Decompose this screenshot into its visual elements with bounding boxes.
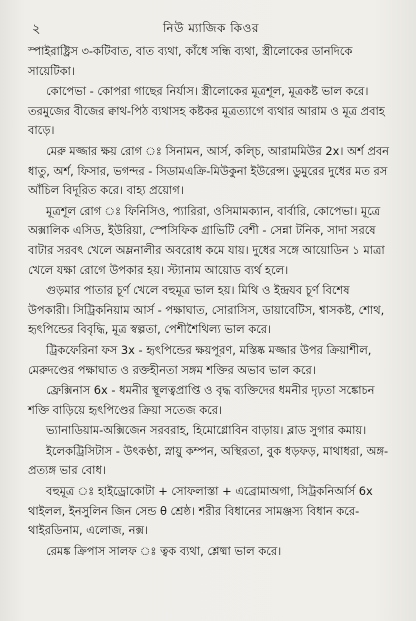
- paragraph-9: ইলেকট্রিসিটাস - উৎকণ্ঠা, স্নায়ু কম্পন, অস্থিরতা, বুক ধড়ফড়, মাথাধরা, অঙ্গ-প্রত্যঙ্গ ভার বোধ।: [28, 443, 389, 478]
- paragraph-1: স্পাইরাষ্ট্রিস ৩-কটিবাত, বাত ব্যথা, কাঁধে সন্ধি ব্যথা, স্ত্রীলোকের ডানদিকে সায়েটিকা।: [28, 44, 353, 78]
- paragraph-11: রেমঙ্ক ক্রিপাস সালফ ঃ ত্বক ব্যথা, শ্লেষ্মা ভাল করে।: [46, 543, 282, 558]
- page-header: [28, 20, 394, 42]
- paragraph-7: ফ্রেক্সিনাস 6x - ধমনীর স্থূলত্বপ্রাপ্তি ও বৃদ্ধ ব্যক্তিদের ধমনীর দৃঢ়তা সঙ্কোচন শক্তি বাড়িয়ে হৃৎপিণ্ডের ক্রিয়া সতেজ করে।: [28, 383, 375, 417]
- paragraph-3: মেরু মজ্জার ক্ষয় রোগ ঃ সিনামন, আর্স, কল্চি, আরামমিউর 2x। অর্শ প্রবন ধাতু, অর্শ, ফিসার, ভগন্দর - সিডামএক্রি-মিউকুনা ইউরেন্স। ডুমুরের দুধের মত রস আঁচিল বিদূরিত করে। বাহ্য প্রয়োগ।: [28, 143, 389, 198]
- paragraph-4: মূত্রশূল রোগ ঃ ফিনিসিও, প্যারিরা, ওসিমামক্যান, বার্বারি, কোপেভা। মূত্রে অক্সালিক এসিড, ইউরিয়া, স্পেসিফিক গ্রাভিটি বেশী - সেন্না টনিক, সাদা সরষে বাটার সরবৎ খেলে অম্লনালীর অবরোধ কমে যায়। দুধের সঙ্গে আয়োডিন ১ মাত্রা খেলে যক্ষা রোগে উপকার হয়। স্ট্যানাম আয়োড ব্যর্থ হলে।: [28, 203, 385, 277]
- paragraph-10: বহুমূত্র ঃ হাইড্রোকোটা + সোফলাস্তা + এব্রোমাঅগা, সিট্রকনির্আর্স 6x থাইলল, ইনসুলিন জিন সেন্ড θ শ্রেষ্ঠ। শরীর বিধানের সামঞ্জস্য বিধান করে-থাইরডিনাম, এলোজ, নক্স।: [28, 484, 373, 538]
- paragraph-5: গুড়মার পাতার চূর্ণ খেলে বহুমূত্র ভাল হয়। মিথি ও ইন্দ্রযব চূর্ণ বিশেষ উপকারী। সিট্রিকনিয়াম আর্স - পক্ষাঘাত, সোরাসিস, ডায়াবেটিস, শ্বাসকষ্ট, শোথ, হৃৎপিন্ডের বিবৃদ্ধি, মূত্র স্বল্পতা, পেশীশৈথিল্য ভাল করে।: [28, 283, 385, 337]
- paragraph-2: কোপেভা - কোপরা গাছের নির্যাস। স্ত্রীলোকের মূত্রশূল, মূত্রকষ্ট ভাল করে। তরমুজের বীজের ক্বাথ-পিঠ ব্যথাসহ কষ্টকর মূত্রত্যাগে ব্যথার আরাম ও মূত্র প্রবাহ বাড়ে।: [28, 84, 385, 138]
- running-title: নিউ ম্যাজিক কিওর: [162, 21, 260, 35]
- page-number: ২: [32, 22, 41, 37]
- paragraph-8: ভ্যানাডিয়াম-অক্সিজেন সরবরাহ, হিমোগ্লোবিন বাড়ায়। ব্লাড সুগার কমায়।: [46, 423, 367, 438]
- page-body: [28, 42, 394, 561]
- paragraph-6: ট্রিকফেরিনা ফস 3x - হৃৎপিন্ডের ক্ষয়পূরণ, মস্তিষ্ক মজ্জার উপর ক্রিয়াশীল, মেরুদণ্ডের পক্ষাঘাত ও রক্তহীনতা সঙ্গম শক্তির অভাব ভাল করে।: [28, 342, 372, 377]
